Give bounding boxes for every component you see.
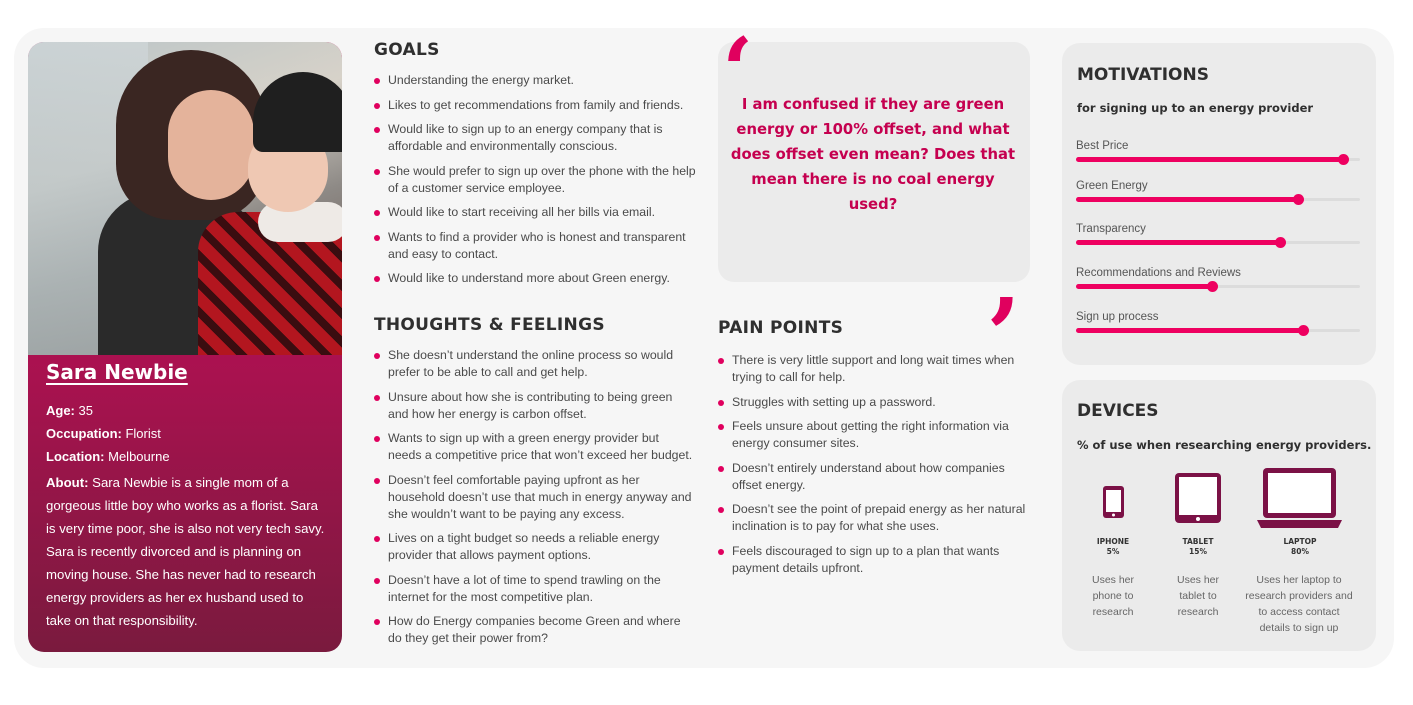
location-row: Location: Melbourne xyxy=(46,449,170,464)
laptop-icon xyxy=(1257,466,1342,530)
motivation-track xyxy=(1076,198,1360,201)
quote-text: I am confused if they are green energy or 100% offset, and what does offset even mean? Does that mean there is no coal energy used? xyxy=(730,96,1016,213)
location-value: Melbourne xyxy=(108,449,170,464)
pain-point-item: Doesn’t entirely understand about how companies offset energy. xyxy=(718,460,1028,494)
about-row: About: Sara Newbie is a single mom of a gorgeous little boy who works as a florist. Sara is very time poor, she is also not very tech savy. Sara is recently divorced and is planning on moving house. She has never had to research energy providers as her ex husband used to take on that responsibility. xyxy=(46,475,325,628)
thought-item: Wants to sign up with a green energy provider but needs a competitive price that won’t exceed her budget. xyxy=(374,430,694,464)
profile-card xyxy=(28,42,342,652)
motivation-fill xyxy=(1076,157,1343,162)
thought-item: Unsure about how she is contributing to being green and how her energy is carbon offset. xyxy=(374,389,694,423)
goal-item: Would like to understand more about Green energy. xyxy=(374,270,704,287)
motivation-label: Sign up process xyxy=(1076,311,1159,323)
goal-item: Understanding the energy market. xyxy=(374,72,704,89)
occupation-row: Occupation: Florist xyxy=(46,426,161,441)
motivation-knob xyxy=(1298,325,1309,336)
thought-item: Doesn’t have a lot of time to spend trawling on the internet for the most competitive plan. xyxy=(374,572,694,606)
pain-point-item: Doesn’t see the point of prepaid energy as her natural inclination is to pay for what she uses. xyxy=(718,501,1028,535)
tablet-icon xyxy=(1174,472,1222,524)
goal-item: Wants to find a provider who is honest and transparent and easy to contact. xyxy=(374,229,704,263)
thought-item: She doesn’t understand the online process so would prefer to be able to call and get help. xyxy=(374,347,694,381)
device-desc-laptop: Uses her laptop to research providers and to access contact details to sign up xyxy=(1245,574,1353,634)
thought-item: Lives on a tight budget so needs a reliable energy provider that allows payment options. xyxy=(374,530,694,564)
goals-list xyxy=(374,72,704,295)
motivation-knob xyxy=(1293,194,1304,205)
devices-card xyxy=(1062,380,1376,651)
pain-points-list xyxy=(718,352,1028,584)
motivation-knob xyxy=(1275,237,1286,248)
motivation-track xyxy=(1076,285,1360,288)
motivation-label: Best Price xyxy=(1076,140,1129,152)
motivation-label: Green Energy xyxy=(1076,180,1148,192)
thought-item: Doesn’t feel comfortable paying upfront as her household doesn’t use that much in energy anyway and she wouldn’t want to be paying any excess. xyxy=(374,472,694,523)
profile-photo xyxy=(28,42,342,355)
pain-point-item: Feels unsure about getting the right information via energy consumer sites. xyxy=(718,418,1028,452)
devices-subtitle: % of use when researching energy providers. xyxy=(1077,438,1372,452)
motivation-knob xyxy=(1207,281,1218,292)
pain-points-title: PAIN POINTS xyxy=(718,318,844,338)
goal-item: Likes to get recommendations from family and friends. xyxy=(374,97,704,114)
goal-item: Would like to sign up to an energy company that is affordable and environmentally conscious. xyxy=(374,121,704,155)
thoughts-list xyxy=(374,347,694,655)
motivation-track xyxy=(1076,329,1360,332)
thoughts-title: THOUGHTS & FEELINGS xyxy=(374,315,605,335)
pain-point-item: Feels discouraged to sign up to a plan that wants payment details upfront. xyxy=(718,543,1028,577)
goal-item: Would like to start receiving all her bills via email. xyxy=(374,204,704,221)
motivation-fill xyxy=(1076,328,1303,333)
close-quote-icon: , xyxy=(990,227,1022,333)
about-text: Sara Newbie is a single mom of a gorgeous little boy who works as a florist. Sara is very time poor, she is also not very tech savy. Sara is recently divorced and is planning on moving house. She has never had to research energy providers as her ex husband used to take on that responsibility. xyxy=(46,475,325,628)
motivation-track xyxy=(1076,158,1360,161)
motivation-fill xyxy=(1076,197,1298,202)
age-row: Age: 35 xyxy=(46,403,93,418)
motivation-track xyxy=(1076,241,1360,244)
open-quote-icon: ‘ xyxy=(722,18,754,124)
thought-item: How do Energy companies become Green and where do they get their power from? xyxy=(374,613,694,647)
motivation-fill xyxy=(1076,240,1280,245)
motivations-card xyxy=(1062,43,1376,365)
devices-title: DEVICES xyxy=(1077,401,1159,421)
device-desc-iphone: Uses her phone to research xyxy=(1091,574,1134,618)
device-desc-tablet: Uses her tablet to research xyxy=(1176,574,1219,618)
persona-name: Sara Newbie xyxy=(46,360,188,384)
device-label-tablet: TABLET 15% xyxy=(1182,537,1214,556)
motivation-fill xyxy=(1076,284,1212,289)
age-value: 35 xyxy=(78,403,93,418)
occupation-value: Florist xyxy=(125,426,161,441)
motivation-knob xyxy=(1338,154,1349,165)
goal-item: She would prefer to sign up over the phone with the help of a customer service employee. xyxy=(374,163,704,197)
motivations-title: MOTIVATIONS xyxy=(1077,65,1209,85)
pain-point-item: There is very little support and long wait times when trying to call for help. xyxy=(718,352,1028,386)
phone-icon xyxy=(1102,485,1125,519)
goals-title: GOALS xyxy=(374,40,440,60)
profile-facts xyxy=(46,402,331,638)
motivations-subtitle: for signing up to an energy provider xyxy=(1077,101,1314,115)
motivation-label: Recommendations and Reviews xyxy=(1076,267,1241,279)
device-label-iphone: IPHONE 5% xyxy=(1096,537,1130,556)
pain-point-item: Struggles with setting up a password. xyxy=(718,394,1028,411)
device-label-laptop: LAPTOP 80% xyxy=(1283,537,1317,556)
motivation-label: Transparency xyxy=(1076,223,1146,235)
